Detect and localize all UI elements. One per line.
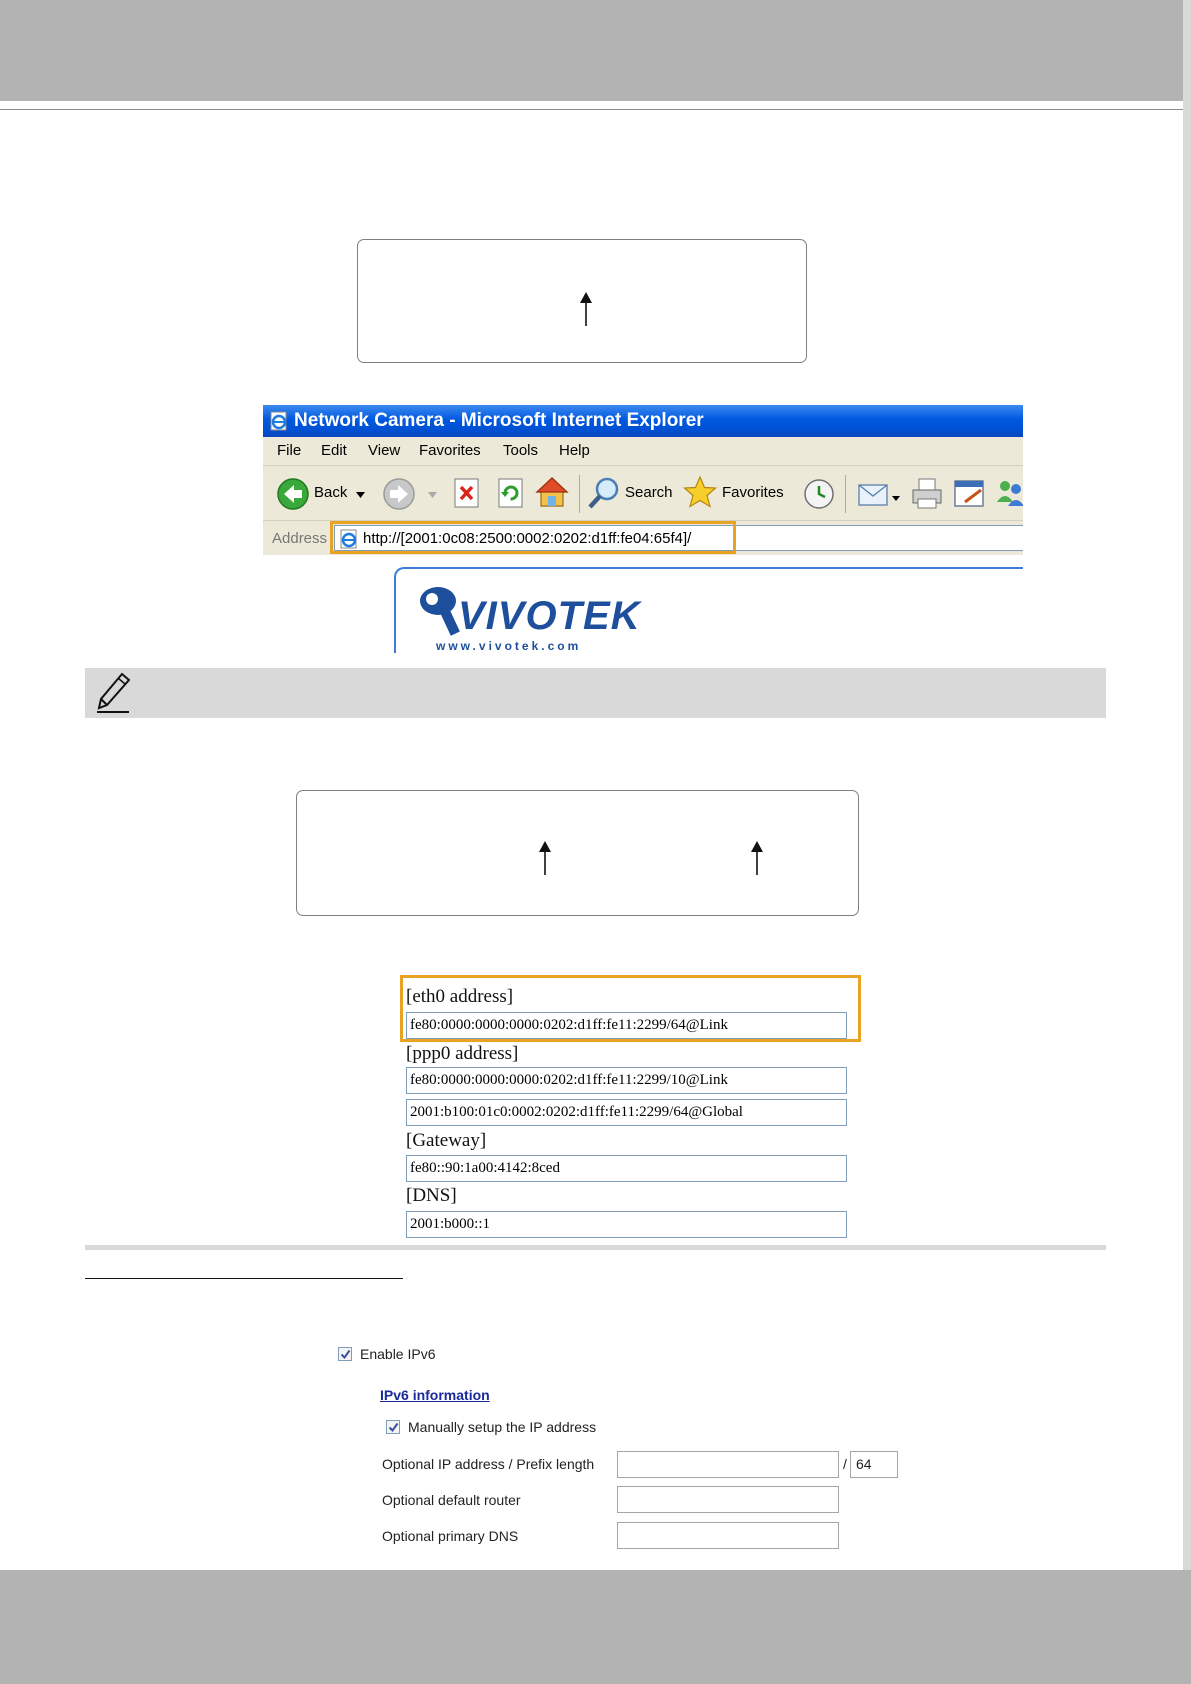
back-label: Back: [314, 484, 348, 501]
favorites-star-icon: [683, 475, 717, 509]
back-dropdown-icon: [356, 492, 365, 498]
dns-label: [DNS]: [406, 1185, 457, 1206]
checkmark-icon: [340, 1349, 351, 1360]
back-arrow-icon: [277, 478, 309, 510]
default-router-label: Optional default router: [382, 1492, 521, 1508]
gateway-field: [406, 1155, 847, 1182]
favorites-label: Favorites: [722, 484, 784, 501]
toolbar-separator: [579, 475, 580, 513]
header-rule: [0, 109, 1191, 110]
ie-title-bar: [263, 405, 1023, 437]
checkmark-icon: [388, 1422, 399, 1433]
print-icon[interactable]: [910, 477, 944, 511]
menu-tools[interactable]: Tools: [503, 442, 539, 459]
window-title: Network Camera - Microsoft Internet Explorer: [294, 410, 704, 431]
up-arrow-icon: [750, 841, 764, 875]
optional-ip-label: Optional IP address / Prefix length: [382, 1456, 595, 1472]
search-label: Search: [625, 484, 673, 501]
pencil-icon: [95, 672, 131, 714]
menu-edit[interactable]: Edit: [321, 442, 347, 459]
history-icon[interactable]: [803, 478, 835, 510]
ppp0-global-address-field: [406, 1099, 847, 1126]
default-router-input[interactable]: [617, 1486, 839, 1513]
eth0-value: fe80:0000:0000:0000:0202:d1ff:fe11:2299/64@Link: [410, 1017, 728, 1033]
ie-browser-window: [263, 405, 1023, 653]
mail-icon[interactable]: [857, 479, 901, 509]
page-header-band: [0, 0, 1191, 101]
forward-dropdown-icon: [428, 492, 437, 498]
vivotek-logo: VIVOTEK: [458, 594, 641, 638]
gateway-value: fe80::90:1a00:4142:8ced: [410, 1160, 560, 1176]
home-icon[interactable]: [535, 475, 569, 509]
stop-icon[interactable]: [453, 478, 481, 508]
menu-help[interactable]: Help: [559, 442, 590, 459]
eth0-label: [eth0 address]: [406, 986, 514, 1007]
ie-menu-bar: [263, 437, 1023, 466]
ppp0-link-address-field: [406, 1067, 847, 1094]
enable-ipv6-label: Enable IPv6: [360, 1346, 436, 1362]
menu-view[interactable]: View: [368, 442, 401, 459]
ppp0-label: [ppp0 address]: [406, 1043, 519, 1064]
vivotek-logo-url: www.vivotek.com: [436, 639, 582, 653]
menu-file[interactable]: File: [277, 442, 302, 459]
ie-address-bar: [263, 521, 1023, 555]
dns-value: 2001:b000::1: [410, 1216, 491, 1232]
up-arrow-icon: [538, 841, 552, 875]
gateway-label: [Gateway]: [406, 1130, 487, 1151]
manual-setup-checkbox[interactable]: [386, 1420, 400, 1434]
menu-favorites[interactable]: Favorites: [419, 442, 481, 459]
eth0-address-field: [406, 1012, 847, 1039]
search-icon: [587, 476, 621, 510]
dns-field: [406, 1211, 847, 1238]
prefix-separator: /: [843, 1456, 847, 1472]
ie-content-area: [263, 555, 1023, 653]
camera-page-frame: [394, 567, 1023, 653]
ppp0-global-value: 2001:b100:01c0:0002:0202:d1ff:fe11:2299/64@Global: [410, 1104, 743, 1120]
ie-page-icon: [269, 411, 289, 431]
enable-ipv6-checkbox[interactable]: [338, 1347, 352, 1361]
url-format-box-2: [296, 790, 859, 916]
page-footer-band: [0, 1570, 1191, 1684]
note-bar: [85, 668, 1106, 718]
ppp0-link-value: fe80:0000:0000:0000:0202:d1ff:fe11:2299/10@Link: [410, 1072, 728, 1088]
forward-arrow-icon: [383, 478, 415, 510]
up-arrow-icon: [579, 292, 593, 326]
address-label: Address: [272, 530, 328, 547]
refresh-icon[interactable]: [497, 478, 525, 508]
right-edge-strip: [1183, 0, 1191, 1684]
primary-dns-label: Optional primary DNS: [382, 1528, 519, 1544]
section-heading-underline: [85, 1278, 403, 1279]
toolbar-separator: [845, 475, 846, 513]
primary-dns-input[interactable]: [617, 1522, 839, 1549]
prefix-length-input[interactable]: 64: [850, 1451, 898, 1478]
section-divider: [85, 1245, 1106, 1250]
edit-icon[interactable]: [953, 478, 987, 510]
messenger-icon[interactable]: [995, 478, 1023, 510]
ipv6-information-link[interactable]: IPv6 information: [380, 1387, 490, 1403]
address-highlight-frame: [330, 521, 736, 554]
optional-ip-input[interactable]: [617, 1451, 839, 1478]
address-url: http://[2001:0c08:2500:0002:0202:d1ff:fe04:65f4]/: [363, 530, 692, 547]
url-format-box-1: [357, 239, 807, 363]
ie-toolbar: [263, 467, 1023, 521]
manual-setup-label: Manually setup the IP address: [408, 1419, 597, 1435]
